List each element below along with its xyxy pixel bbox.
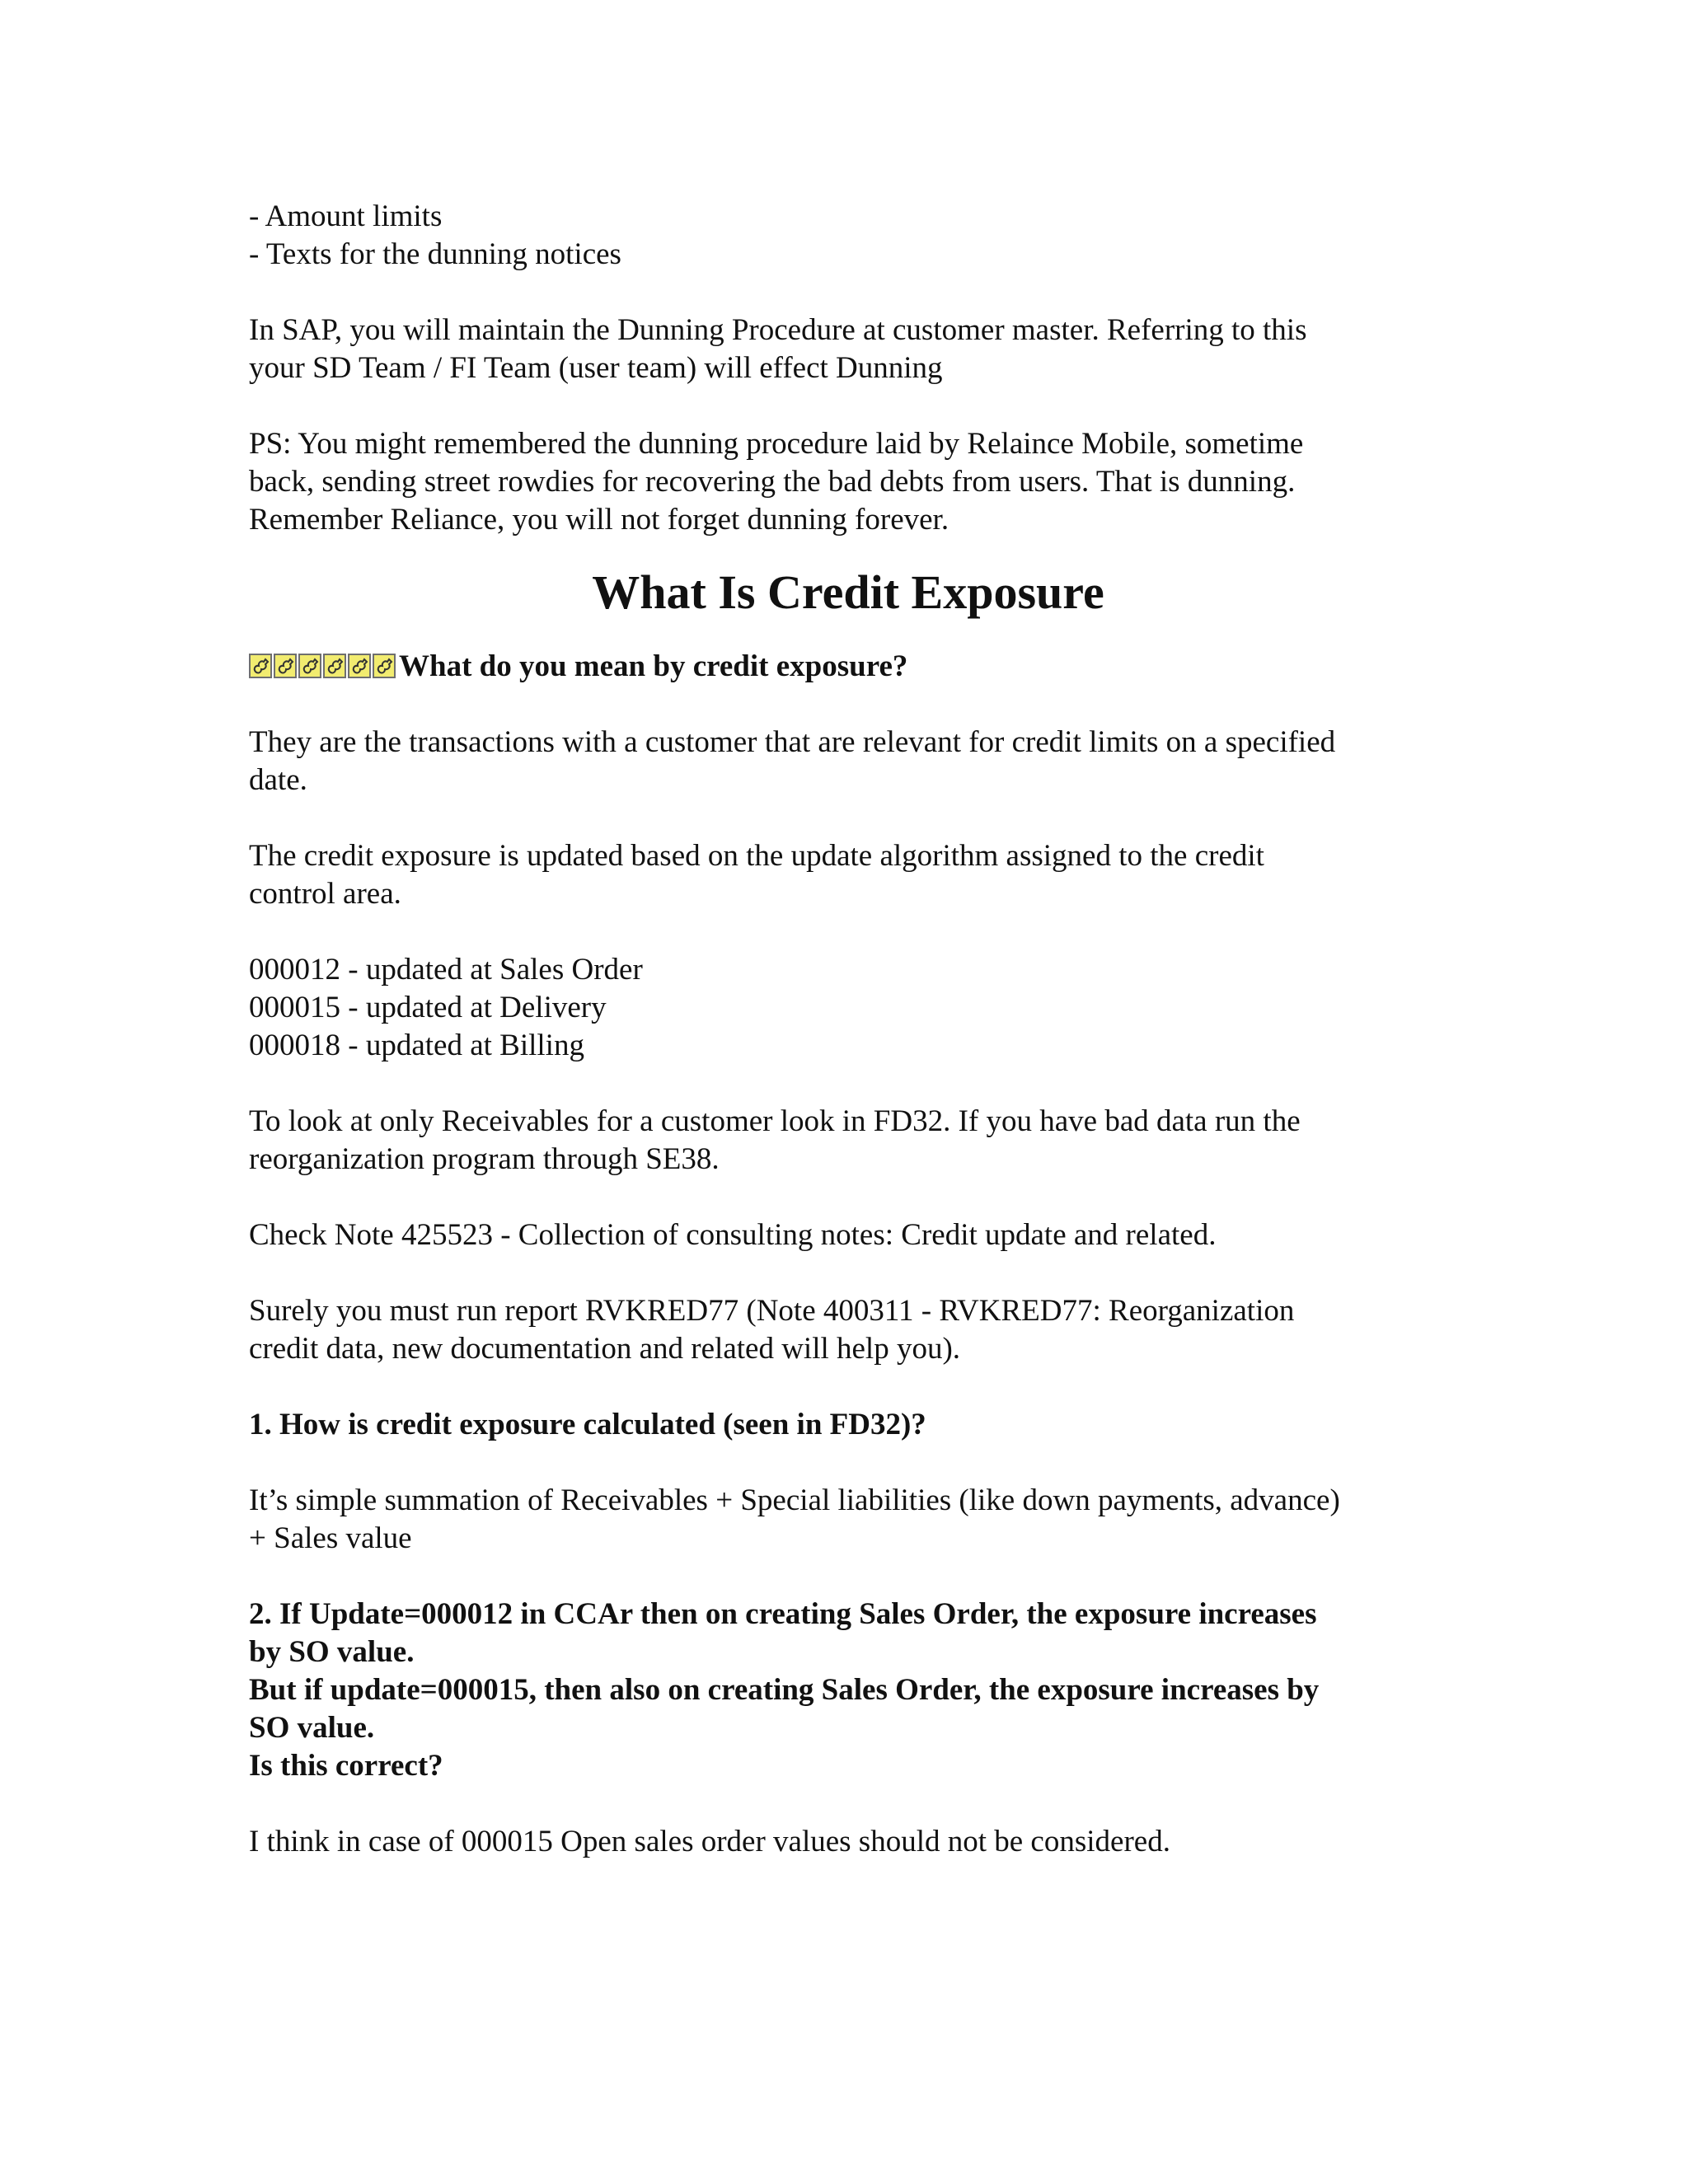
question-line: SO value. [249, 1711, 375, 1745]
list-item: 000012 - updated at Sales Order [249, 953, 643, 987]
answer-2 [249, 1823, 1452, 1861]
rating-icon [249, 654, 272, 678]
question-line: Is this correct? [249, 1749, 443, 1783]
intro-list [249, 198, 1452, 274]
paragraph-line: your SD Team / FI Team (user team) will effect Dunning [249, 351, 943, 385]
paragraph-transactions [249, 724, 1452, 799]
question-line: 1. How is credit exposure calculated (seen in FD32)? [249, 1408, 926, 1441]
question-1 [249, 1406, 1452, 1444]
question-line: 2. If Update=000012 in CCAr then on creating Sales Order, the exposure increases [249, 1597, 1317, 1631]
rating-icon [323, 654, 346, 678]
paragraph-line: credit data, new documentation and related will help you). [249, 1332, 961, 1366]
paragraph-note [249, 1216, 1452, 1254]
rating-icon [348, 654, 371, 678]
list-item: 000015 - updated at Delivery [249, 991, 607, 1024]
paragraph-line: The credit exposure is updated based on the update algorithm assigned to the credit [249, 839, 1264, 873]
paragraph-ps [249, 425, 1452, 539]
paragraph-line: In SAP, you will maintain the Dunning Procedure at customer master. Referring to this [249, 313, 1307, 347]
rating-icon [274, 654, 297, 678]
paragraph-line: Check Note 425523 - Collection of consulting notes: Credit update and related. [249, 1218, 1217, 1252]
paragraph-line: PS: You might remembered the dunning procedure laid by Relaince Mobile, sometime [249, 427, 1304, 461]
answer-1 [249, 1482, 1452, 1558]
document-page [249, 198, 1452, 1861]
paragraph-line: date. [249, 763, 307, 797]
paragraph-line: Remember Reliance, you will not forget dunning forever. [249, 503, 950, 537]
rating-icon [298, 654, 321, 678]
question-line [249, 648, 1452, 686]
question-line: by SO value. [249, 1635, 415, 1669]
rating-icons [249, 654, 397, 678]
list-item: - Texts for the dunning notices [249, 237, 621, 271]
paragraph-line: back, sending street rowdies for recovering the bad debts from users. That is dunning. [249, 465, 1296, 499]
paragraph-line: To look at only Receivables for a customer look in FD32. If you have bad data run the [249, 1104, 1301, 1138]
question-2 [249, 1596, 1452, 1785]
paragraph-update-algorithm [249, 837, 1452, 913]
question-text: What do you mean by credit exposure? [399, 649, 908, 683]
section-heading: What Is Credit Exposure [592, 565, 1104, 619]
paragraph-line: They are the transactions with a customer that are relevant for credit limits on a specified [249, 725, 1336, 759]
paragraph-report [249, 1292, 1452, 1368]
paragraph-line: It’s simple summation of Receivables + Special liabilities (like down payments, advance) [249, 1483, 1340, 1517]
paragraph-line: Surely you must run report RVKRED77 (Note 400311 - RVKRED77: Reorganization [249, 1294, 1295, 1328]
paragraph-line: I think in case of 000015 Open sales order values should not be considered. [249, 1825, 1170, 1858]
question-line: But if update=000015, then also on creating Sales Order, the exposure increases by [249, 1673, 1320, 1707]
list-item: 000018 - updated at Billing [249, 1029, 584, 1062]
paragraph-line: control area. [249, 877, 401, 911]
paragraph-line: reorganization program through SE38. [249, 1142, 720, 1176]
rating-icon [373, 654, 396, 678]
update-code-list [249, 951, 1452, 1065]
list-item: - Amount limits [249, 199, 443, 233]
paragraph-fd32 [249, 1103, 1452, 1179]
paragraph-line: + Sales value [249, 1521, 412, 1555]
paragraph-sap-dunning [249, 312, 1452, 387]
